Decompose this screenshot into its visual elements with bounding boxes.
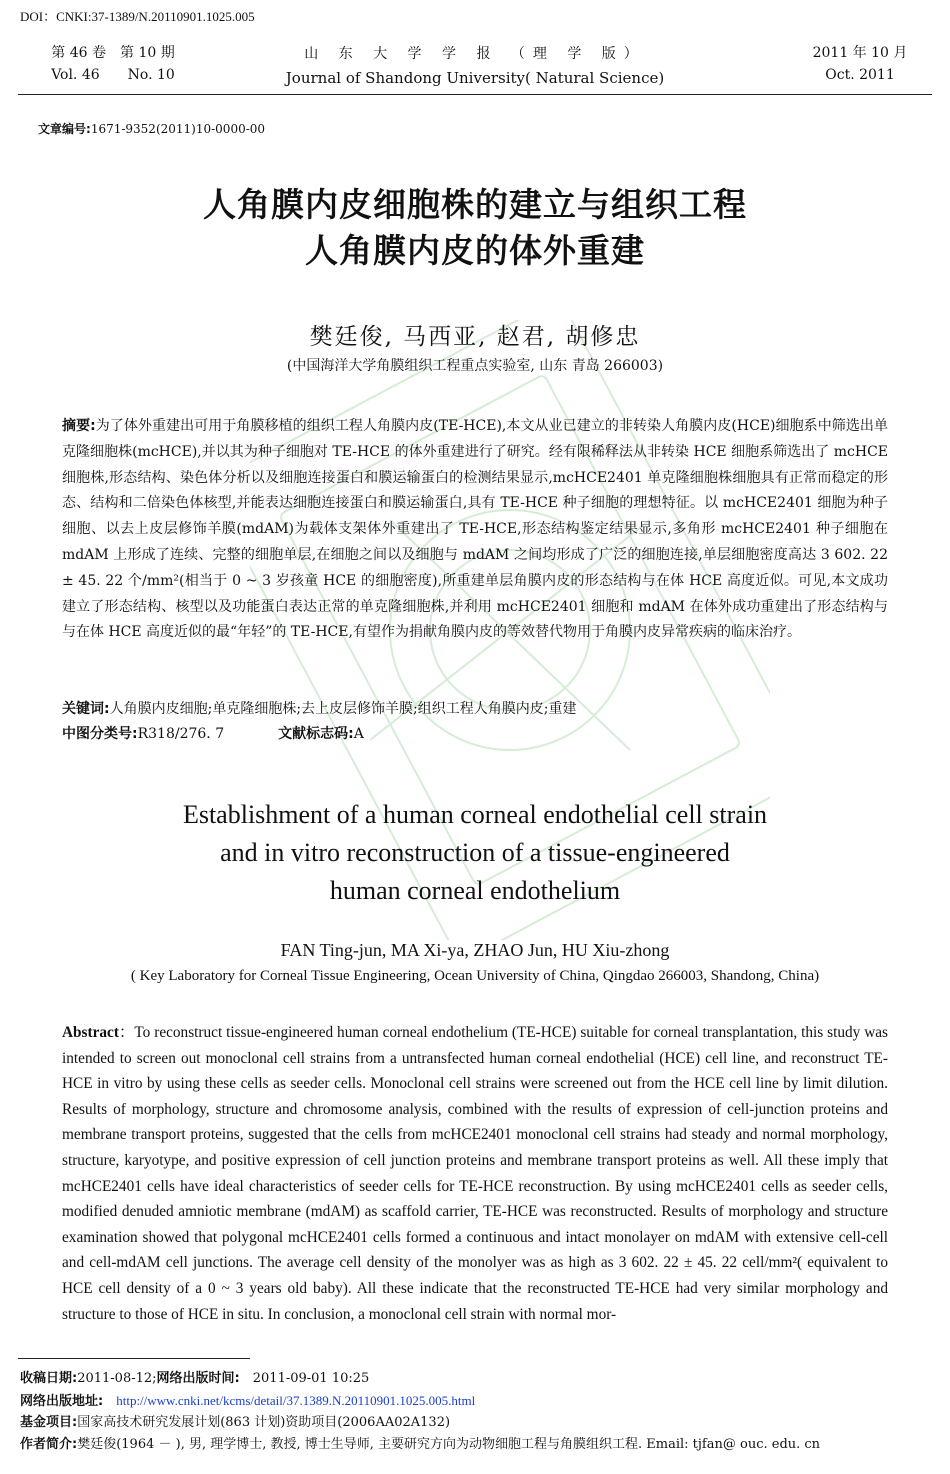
abstract-cn [62, 414, 888, 646]
received-date: 2011-08-12; [77, 1371, 157, 1386]
title-cn-line1: 人角膜内皮细胞株的建立与组织工程 [203, 185, 747, 224]
abstract-en-label: Abstract [62, 1024, 119, 1041]
title-en-line1: Establishment of a human corneal endothelial cell strain [182, 800, 768, 829]
keywords-label: 关键词: [62, 701, 110, 717]
footnote-fund [20, 1412, 450, 1434]
abstract-en-text: ：To reconstruct tissue-engineered human corneal endothelium (TE-HCE) suitable for corneal transplantation, this study was intended to screen out monoclonal cell strains from a untransfected human corneal endothelial (HCE) cell line, and reconstruct TE-HCE in vitro by using these cells as seeder cells. Monoclonal cell strains were screened out from the HCE cell line by limit dilution. Results of morphology, structure and chromosome analysis, combined with the results of expression of cell-junction proteins and membrane transport proteins, suggested that the cells from mcHCE2401 monoclonal cell strains had steady and normal morphology, structure, karyotype, and positive expression of cell junction proteins and membrane transport proteins as well. All these imply that mcHCE2401 cells have ideal characteristics of seeder cells for TE-HCE reconstruction. By using mcHCE2401 cells as seeder cells, modified denuded amniotic membrane (mdAM) as scaffold carrier, TE-HCE was reconstructed. Results of morphology and structure examination showed that polygonal mcHCE2401 cells formed a continuous and intact monolayer on mdAM with extensive cell-cell and cell-mdAM cell junctions. The average cell density of the monolyer was as high as 3 602. 22 ± 45. 22 cell/mm²( equivalent to HCE cell density of a 0 ~ 3 years old baby). All these indicate that the reconstructed TE-HCE had very similar morphology and structure to those of HCE in situ. In conclusion, a monoclonal cell strain with normal mor- [62, 1024, 888, 1323]
header-date [790, 42, 930, 86]
online-time: 2011-09-01 10:25 [239, 1371, 370, 1386]
volume-en: Vol. 46 No. 10 [51, 67, 175, 83]
date-en: Oct. 2011 [825, 67, 895, 83]
article-number [38, 120, 265, 137]
url-label: 网络出版地址: [20, 1394, 104, 1409]
keywords-text: 人角膜内皮细胞;单克隆细胞株;去上皮层修饰羊膜;组织工程人角膜内皮;重建 [109, 701, 577, 717]
affiliation-cn: (中国海洋大学角膜组织工程重点实验室, 山东 青岛 266003) [286, 358, 664, 374]
online-url-link[interactable]: http://www.cnki.net/kcms/detail/37.1389.N.20110901.1025.005.html [116, 1393, 476, 1408]
article-number-label: 文章编号: [38, 122, 91, 136]
keywords [62, 697, 888, 721]
doc-code-value: A [353, 726, 364, 742]
title-en [0, 796, 950, 910]
footnote-rule [18, 1358, 250, 1359]
title-cn [0, 182, 950, 274]
abstract-cn-text: 为了体外重建出可用于角膜移植的组织工程人角膜内皮(TE-HCE),本文从业已建立的非转染人角膜内皮(HCE)细胞系中筛选出单克隆细胞株(mcHCE),并以其为种子细胞对 TE-HCE 的体外重建进行了研究。经有限稀释法从非转染 HCE 细胞系筛选出了 mcHCE 细胞株,形态结构、染色体分析以及细胞连接蛋白和膜运输蛋白的检测结果显示,mcHCE2401 单克隆细胞株细胞具有正常而稳定的形态、结构和二倍染色体核型,并能表达细胞连接蛋白和膜运输蛋白,具有 TE-HCE 种子细胞的理想特征。以 mcHCE2401 细胞为种子细胞、以去上皮层修饰羊膜(mdAM)为载体支架体外重建出了 TE-HCE,形态结构鉴定结果显示,多角形 mcHCE2401 种子细胞在 mdAM 上形成了连续、完整的细胞单层,在细胞之间以及细胞与 mdAM 之间均形成了广泛的细胞连接,单层细胞密度高达 3 602. 22 ± 45. 22 个/mm²(相当于 0 ~ 3 岁孩童 HCE 的细胞密度),所重建单层角膜内皮的形态结构与在体 HCE 高度近似。可见,本文成功建立了形态结构、核型以及功能蛋白表达正常的单克隆细胞株,并利用 mcHCE2401 细胞和 mdAM 在体外成功重建出了形态结构与与在体 HCE 高度近似的最“年轻”的 TE-HCE,有望作为捐献角膜内皮的等效替代物用于角膜内皮异常疾病的临床治疗。 [62, 418, 888, 641]
doi-line: DOI：CNKI:37-1389/N.20110901.1025.005 [20, 9, 255, 24]
header-journal [230, 42, 720, 90]
abstract-en [62, 1020, 888, 1327]
fund-text: 国家高技术研究发展计划(863 计划)资助项目(2006AA02A132) [77, 1415, 451, 1430]
footnote-received [20, 1368, 369, 1390]
volume-cn: 第 46 卷 第 10 期 [51, 45, 175, 61]
header-rule [18, 94, 932, 95]
title-en-line3: human corneal endothelium [329, 876, 621, 905]
fund-label: 基金项目: [20, 1415, 78, 1430]
article-number-value: 1671-9352(2011)10-0000-00 [90, 122, 266, 136]
title-cn-line2: 人角膜内皮的体外重建 [305, 231, 645, 270]
author-label: 作者简介: [20, 1437, 78, 1452]
authors-cn: 樊廷俊, 马西亚, 赵君, 胡修忠 [309, 324, 641, 350]
abstract-cn-label: 摘要: [62, 418, 96, 434]
clc-value: R318/276. 7 [137, 726, 225, 742]
online-label: 网络出版时间: [156, 1371, 240, 1386]
affiliation-en: ( Key Laboratory for Corneal Tissue Engineering, Ocean University of China, Qingdao 266003, Shandong, China) [130, 968, 820, 984]
journal-cn: 山 东 大 学 学 报 （理 学 版） [304, 46, 646, 62]
received-label: 收稿日期: [20, 1371, 78, 1386]
classification [62, 722, 888, 746]
doc-code-label: 文献标志码: [278, 726, 354, 742]
authors-en: FAN Ting-jun, MA Xi-ya, ZHAO Jun, HU Xiu-zhong [280, 940, 670, 960]
header-volume [38, 42, 188, 86]
journal-en: Journal of Shandong University( Natural Science) [285, 69, 665, 87]
footnote-author [20, 1434, 820, 1456]
title-en-line2: and in vitro reconstruction of a tissue-engineered [220, 838, 730, 867]
author-text: 樊廷俊(1964 － ), 男, 理学博士, 教授, 博士生导师, 主要研究方向为动物细胞工程与角膜组织工程. Email: tjfan@ ouc. edu. cn [77, 1437, 821, 1452]
footnote-url [20, 1390, 475, 1413]
clc-label: 中图分类号: [62, 726, 138, 742]
date-cn: 2011 年 10 月 [812, 45, 908, 61]
